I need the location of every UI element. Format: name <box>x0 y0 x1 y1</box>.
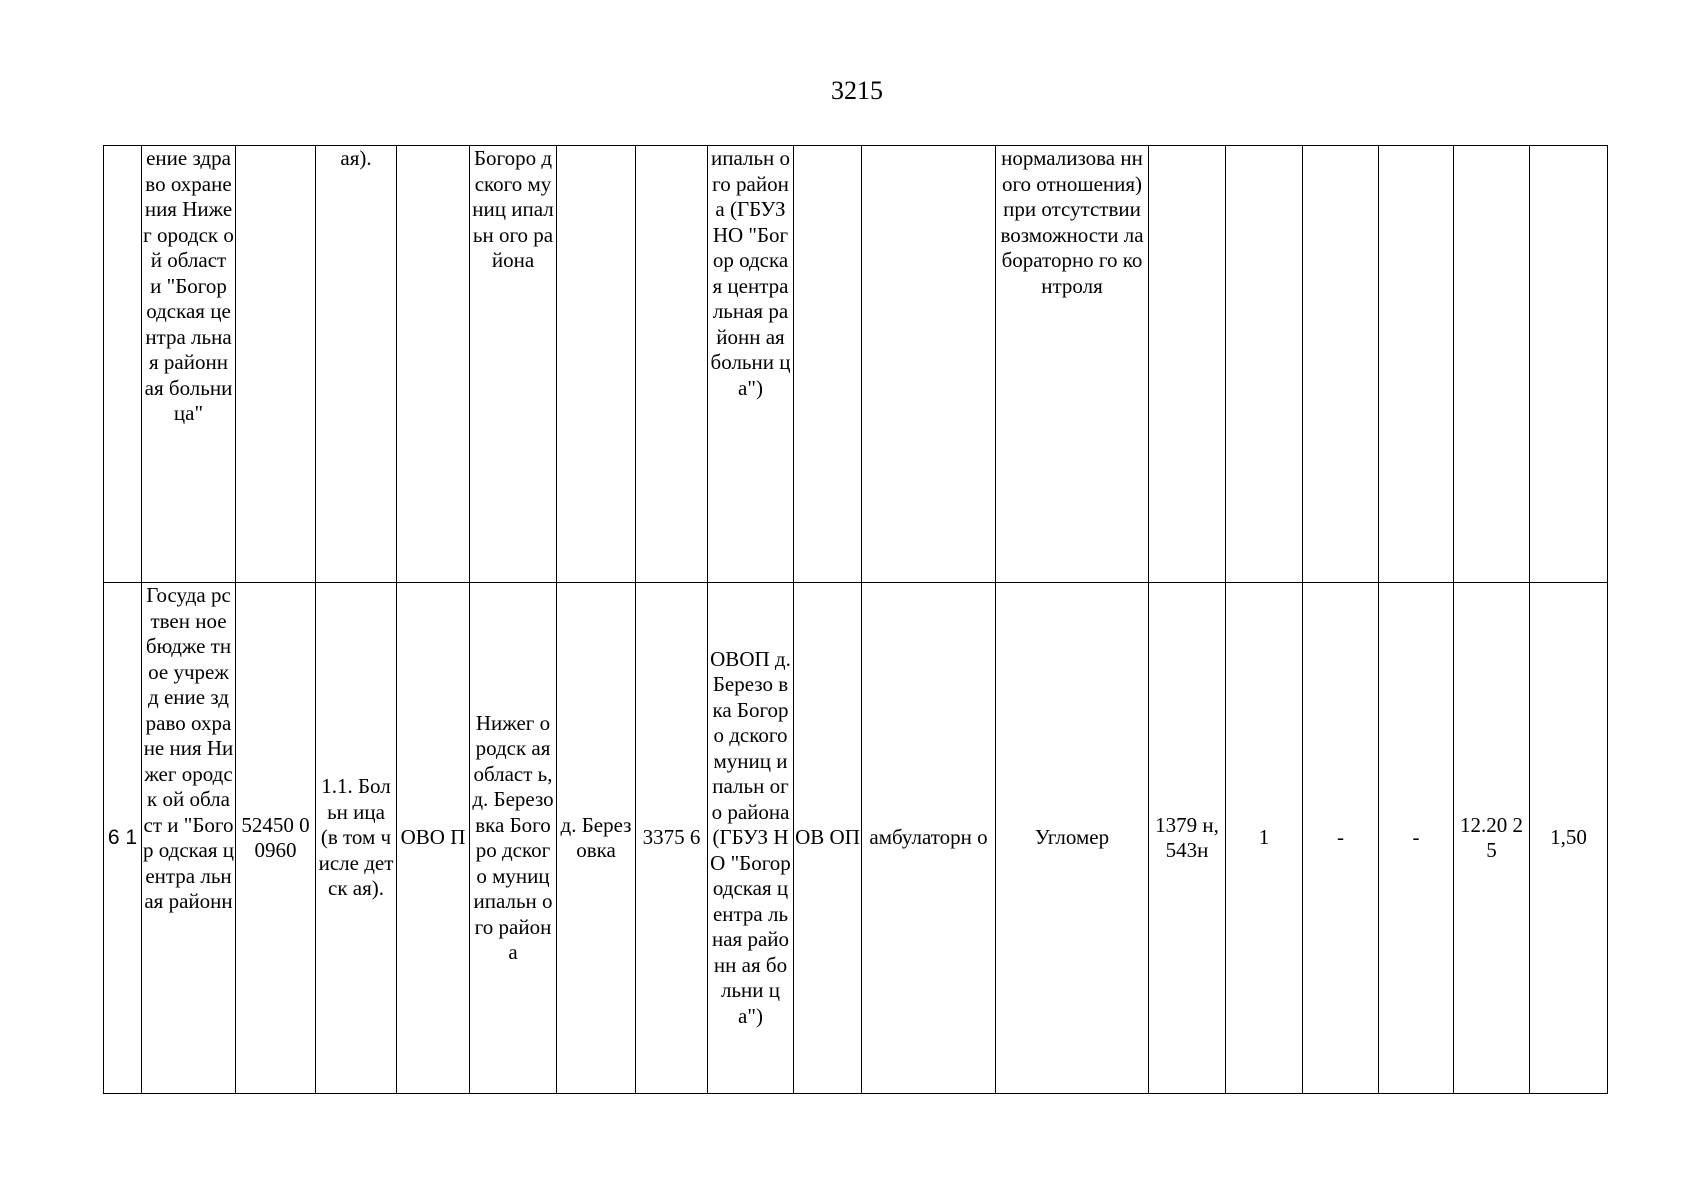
cell-subdivision: ая). <box>316 146 397 583</box>
cell-condition: амбулаторн о <box>862 583 996 1094</box>
cell-index: 3375 6 <box>636 583 708 1094</box>
cell-address: Богоро дского муниц ипальн ого района <box>470 146 557 583</box>
cell-unit: ипальн ого района (ГБУЗ НО "Богор одская центра льная районн ая больни ца") <box>708 146 794 583</box>
cell-code: 52450 00960 <box>236 583 316 1094</box>
cell-code <box>236 146 316 583</box>
cell-unit-type: ОВ ОП <box>794 583 862 1094</box>
cell-qty <box>1226 146 1303 583</box>
cell-equipment: нормализова нного отношения) при отсутствии возможности лабораторно го контроля <box>996 146 1149 583</box>
cell-value: 1,50 <box>1530 583 1608 1094</box>
cell-date <box>1454 146 1530 583</box>
equipment-table <box>103 145 1608 1094</box>
cell-type <box>397 146 470 583</box>
cell-locality: д. Берез овка <box>557 583 636 1094</box>
cell-col16: - <box>1379 583 1454 1094</box>
cell-type: ОВО П <box>397 583 470 1094</box>
cell-condition <box>862 146 996 583</box>
cell-organization: Госуда рствен ное бюдже тное учрежд ение здраво охране ния Нижег ородск ой област и "Богор одская центра льная районн <box>142 583 236 1094</box>
cell-subdivision: 1.1. Больн ица (в том числе детск ая). <box>316 583 397 1094</box>
cell-unit-type <box>794 146 862 583</box>
cell-col16 <box>1379 146 1454 583</box>
cell-order <box>1149 146 1226 583</box>
cell-order: 1379 н, 543н <box>1149 583 1226 1094</box>
cell-col15 <box>1303 146 1379 583</box>
cell-date: 12.20 25 <box>1454 583 1530 1094</box>
cell-address: Нижег ородск ая област ь, д. Березо вка Богоро дского муниц ипальн ого района <box>470 583 557 1094</box>
cell-number <box>104 146 142 583</box>
cell-number: 6 1 <box>104 583 142 1094</box>
cell-value <box>1530 146 1608 583</box>
cell-unit: ОВОП д. Березо вка Богоро дского муниц ипальн ого района (ГБУЗ НО "Богор одская центра льная районн ая больни ца") <box>708 583 794 1094</box>
cell-col15: - <box>1303 583 1379 1094</box>
table-row <box>104 583 1608 1094</box>
table-row <box>104 146 1608 583</box>
cell-qty: 1 <box>1226 583 1303 1094</box>
cell-locality <box>557 146 636 583</box>
cell-equipment: Угломер <box>996 583 1149 1094</box>
cell-organization: ение здраво охране ния Нижег ородск ой област и "Богор одская центра льная районн ая больни ца" <box>142 146 236 583</box>
cell-index <box>636 146 708 583</box>
page-number: 3215 <box>831 76 883 105</box>
